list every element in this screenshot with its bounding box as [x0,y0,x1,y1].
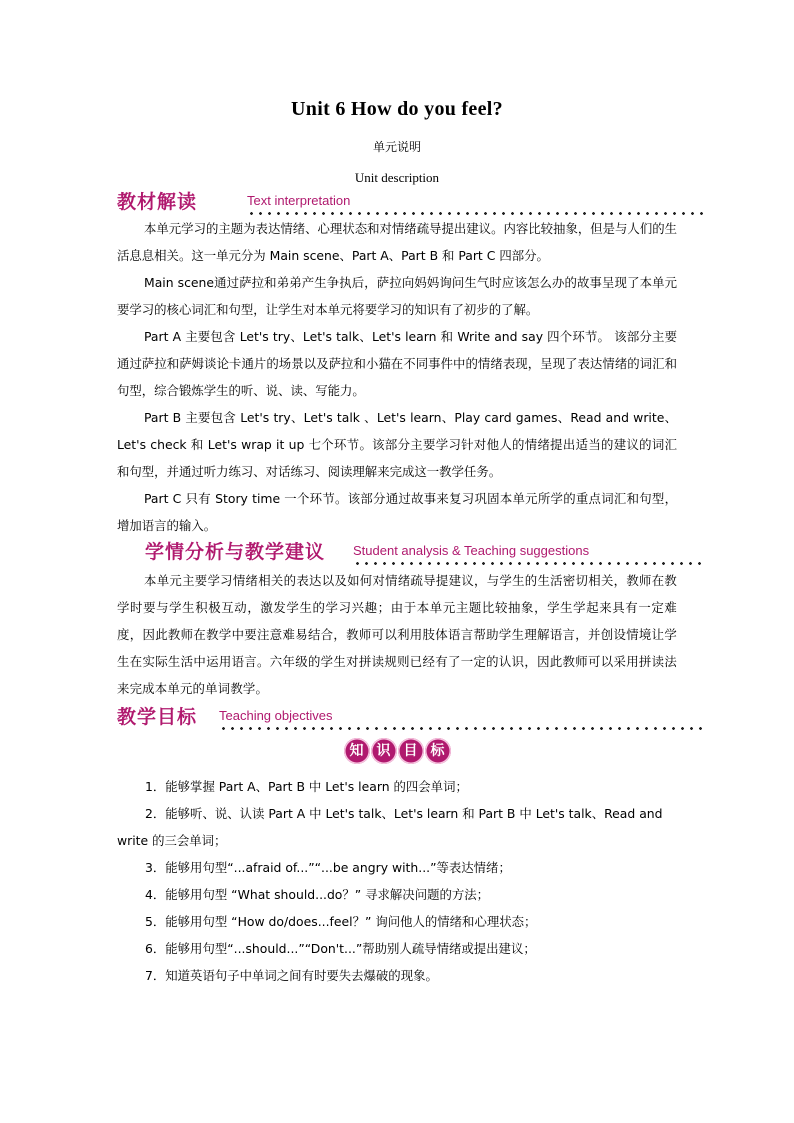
badge-char: 目 [398,738,424,764]
objective-item: 7．知道英语句子中单词之间有时要失去爆破的现象。 [145,968,438,983]
section-heading-cn: 学情分析与教学建议 [145,541,326,563]
dotted-rule [353,561,707,566]
dotted-rule [219,726,707,731]
objective-item: 1．能够掌握 Part A、Part B 中 Let's learn 的四会单词； [145,779,468,794]
section-heading-student-analysis [117,538,707,566]
subtitle-cn: 单元说明 [372,140,421,154]
paragraph: Part B 主要包含 Let's try、Let's talk 、Let's learn、Play card games、Read and write、Let's check 和 Let's wrap it up 七个环节。该部分主要学习针对他人的情绪提出适当的建议的词汇和句型，并通过听力练习、对话练习、阅读理解来完成这一教学任务。 [117,410,677,479]
paragraph: 本单元主要学习情绪相关的表达以及如何对情绪疏导提建议，与学生的生活密切相关，教师在教学时要与学生积极互动，激发学生的学习兴趣；由于本单元主题比较抽象，学生学起来具有一定难度，因此教师在教学中要注意难易结合，教师可以利用肢体语言帮助学生理解语言，并创设情境让学生在实际生活中运用语言。六年级的学生对拼读规则已经有了一定的认识，因此教师可以采用拼读法来完成本单元的单词教学。 [117,573,677,696]
objective-item: 3．能够用句型“...afraid of...”“...be angry with...”等表达情绪； [145,860,511,875]
paragraph: 本单元学习的主题为表达情绪、心理状态和对情绪疏导提出建议。内容比较抽象，但是与人们的生活息息相关。这一单元分为 Main scene、Part A、Part B 和 Part C 四部分。 [117,221,677,263]
badge-char: 知 [344,738,370,764]
paragraph: Part C 只有 Story time 一个环节。该部分通过故事来复习巩固本单元所学的重点词汇和句型，增加语言的输入。 [117,491,677,533]
objective-item: 4．能够用句型 “What should...do？” 寻求解决问题的方法； [145,887,490,902]
section-heading-en: Teaching objectives [219,708,333,723]
subtitle-en: Unit description [354,170,440,185]
unit-title: Unit 6 How do you feel? [291,98,503,120]
section-heading-teaching-objectives [117,703,707,731]
section-heading-text-interpretation [117,188,707,216]
badge-char: 标 [425,738,451,764]
section-heading-en: Text interpretation [247,193,351,208]
objective-item: 6．能够用句型“...should...”“Don't...”帮助别人疏导情绪或提出建议； [145,941,536,956]
paragraph: Main scene通过萨拉和弟弟产生争执后，萨拉向妈妈询问生气时应该怎么办的故事呈现了本单元要学习的核心词汇和句型，让学生对本单元将要学习的知识有了初步的了解。 [117,275,677,317]
paragraph: Part A 主要包含 Let's try、Let's talk、Let's learn 和 Write and say 四个环节。 该部分主要通过萨拉和萨姆谈论卡通片的场景以及萨拉和小猫在不同事件中的情绪表现，呈现了表达情绪的词汇和句型，综合锻炼学生的听、说、读、写能力。 [117,329,677,398]
section-heading-cn: 教材解读 [117,191,198,213]
objective-item: 5．能够用句型 “How do/does...feel？” 询问他人的情绪和心理状态； [145,914,537,929]
section-heading-cn: 教学目标 [117,706,198,728]
knowledge-objectives-badge [0,738,794,764]
badge-char: 识 [371,738,397,764]
objective-item: 2．能够听、说、认读 Part A 中 Let's talk、Let's learn 和 Part B 中 Let's talk、Read and write 的三会单词； [117,806,663,848]
section-heading-en: Student analysis & Teaching suggestions [353,543,590,558]
